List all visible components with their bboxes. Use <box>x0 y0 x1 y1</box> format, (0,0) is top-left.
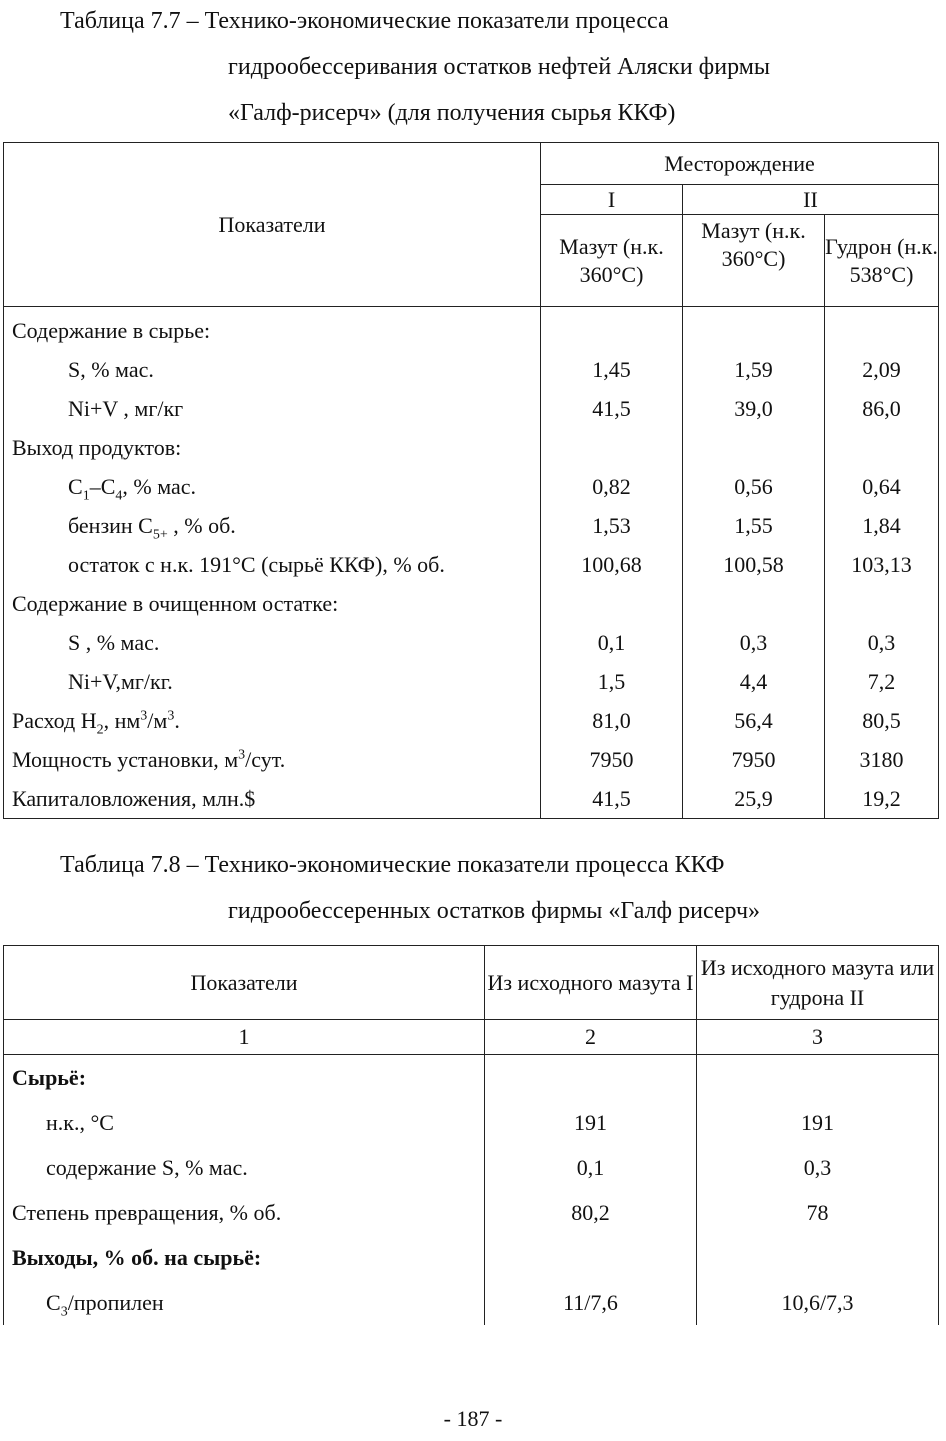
cell-value <box>683 584 825 623</box>
row-label: S, % мас. <box>4 350 541 389</box>
caption-line: Таблица 7.7 – Технико-экономические показатели процесса <box>60 8 669 34</box>
table-7-7 <box>3 142 939 819</box>
table-7-8-body <box>4 1020 939 1326</box>
header-col-3: Гудрон (н.к. 538°С) <box>825 215 939 307</box>
cell-value <box>825 584 939 623</box>
cell-value <box>825 428 939 467</box>
table-row <box>4 506 939 545</box>
table-row <box>4 701 939 740</box>
cell-value <box>541 428 683 467</box>
cell-value: 39,0 <box>683 389 825 428</box>
cell-value: 11/7,6 <box>485 1280 697 1325</box>
row-label: содержание S, % мас. <box>4 1145 485 1190</box>
table-row <box>4 1235 939 1280</box>
cell-value: 1,5 <box>541 662 683 701</box>
header-deposit: Месторождение <box>541 143 939 185</box>
row-label: Выход продуктов: <box>4 428 541 467</box>
cell-value: 1,53 <box>541 506 683 545</box>
cell-value: 0,1 <box>485 1145 697 1190</box>
row-label: S , % мас. <box>4 623 541 662</box>
column-number: 1 <box>4 1020 485 1055</box>
cell-value: 0,64 <box>825 467 939 506</box>
cell-value: 7950 <box>683 740 825 779</box>
cell-value: 103,13 <box>825 545 939 584</box>
header-indicators: Показатели <box>4 143 541 307</box>
row-label: Степень превращения, % об. <box>4 1190 485 1235</box>
cell-value: 80,2 <box>485 1190 697 1235</box>
cell-value: 2,09 <box>825 350 939 389</box>
cell-value: 1,59 <box>683 350 825 389</box>
header-col-1: Мазут (н.к. 360°С) <box>541 215 683 307</box>
cell-value: 191 <box>485 1100 697 1145</box>
table-row <box>4 389 939 428</box>
row-label: Расход $H_2$, $нм^3/м^3$. <box>4 701 541 740</box>
cell-value: 191 <box>697 1100 939 1145</box>
table-row <box>4 307 939 351</box>
table-7-7-body <box>4 307 939 819</box>
cell-value: 81,0 <box>541 701 683 740</box>
column-number: 2 <box>485 1020 697 1055</box>
cell-value: 1,55 <box>683 506 825 545</box>
table-row <box>4 428 939 467</box>
header-group-2: II <box>683 185 939 215</box>
row-label: Сырьё: <box>4 1055 485 1101</box>
cell-value <box>541 307 683 351</box>
cell-value: 56,4 <box>683 701 825 740</box>
row-label: остаток с н.к. 191°С (сырьё ККФ), % об. <box>4 545 541 584</box>
table-row <box>4 1145 939 1190</box>
caption-line: гидрообессеренных остатков фирмы «Галф рисерч» <box>228 898 761 924</box>
cell-value <box>697 1235 939 1280</box>
row-label: Мощность установки, $м^3$/сут. <box>4 740 541 779</box>
cell-value <box>541 584 683 623</box>
table-row <box>4 623 939 662</box>
cell-value <box>825 307 939 351</box>
cell-value: 7950 <box>541 740 683 779</box>
table-row <box>4 545 939 584</box>
caption-line: «Галф-рисерч» (для получения сырья ККФ) <box>228 100 676 126</box>
cell-value: 0,3 <box>697 1145 939 1190</box>
table-row <box>4 467 939 506</box>
cell-value <box>485 1235 697 1280</box>
header-col-2: Из исходного мазута или гудрона II <box>697 946 939 1020</box>
header-col-2: Мазут (н.к. 360°С) <box>683 215 825 307</box>
table-7-8 <box>3 945 939 1325</box>
column-number: 3 <box>697 1020 939 1055</box>
cell-value: 0,3 <box>825 623 939 662</box>
cell-value: 100,58 <box>683 545 825 584</box>
row-label: Ni+V,мг/кг. <box>4 662 541 701</box>
cell-value: 10,6/7,3 <box>697 1280 939 1325</box>
page-number: - 187 - <box>443 1406 503 1431</box>
row-label: Ni+V , мг/кг <box>4 389 541 428</box>
cell-value: 0,3 <box>683 623 825 662</box>
cell-value <box>485 1055 697 1101</box>
cell-value: 1,45 <box>541 350 683 389</box>
cell-value: 3180 <box>825 740 939 779</box>
column-numbers-row <box>4 1020 939 1055</box>
row-label: н.к., °С <box>4 1100 485 1145</box>
row-label: Содержание в очищенном остатке: <box>4 584 541 623</box>
cell-value: 19,2 <box>825 779 939 819</box>
table-row <box>4 350 939 389</box>
header-group-1: I <box>541 185 683 215</box>
cell-value <box>683 307 825 351</box>
table-row <box>4 1190 939 1235</box>
cell-value: 41,5 <box>541 389 683 428</box>
table-7-8-caption <box>60 842 760 934</box>
row-label: Капиталовложения, млн.$ <box>4 779 541 819</box>
cell-value: 0,82 <box>541 467 683 506</box>
cell-value <box>697 1055 939 1101</box>
cell-value: 86,0 <box>825 389 939 428</box>
header-col-1: Из исходного мазута I <box>485 946 697 1020</box>
table-row <box>4 1280 939 1325</box>
cell-value: 1,84 <box>825 506 939 545</box>
table-row <box>4 1100 939 1145</box>
cell-value: 7,2 <box>825 662 939 701</box>
cell-value: 0,1 <box>541 623 683 662</box>
row-label: бензин $C_{5+}$ , % об. <box>4 506 541 545</box>
row-label: $C_1-C_4$, % мас. <box>4 467 541 506</box>
cell-value: 25,9 <box>683 779 825 819</box>
row-label: Содержание в сырье: <box>4 307 541 351</box>
cell-value: 4,4 <box>683 662 825 701</box>
row-label: $C_3$/пропилен <box>4 1280 485 1325</box>
table-row <box>4 1055 939 1101</box>
table-row <box>4 779 939 819</box>
cell-value: 78 <box>697 1190 939 1235</box>
row-label: Выходы, % об. на сырьё: <box>4 1235 485 1280</box>
table-row <box>4 662 939 701</box>
table-7-7-caption <box>60 0 770 136</box>
caption-line: гидрообессеривания остатков нефтей Аляски фирмы <box>228 54 771 80</box>
caption-line: Таблица 7.8 – Технико-экономические показатели процесса ККФ <box>60 852 725 878</box>
table-row <box>4 740 939 779</box>
cell-value: 41,5 <box>541 779 683 819</box>
table-row <box>4 584 939 623</box>
header-indicators: Показатели <box>4 946 485 1020</box>
cell-value: 0,56 <box>683 467 825 506</box>
cell-value <box>683 428 825 467</box>
cell-value: 100,68 <box>541 545 683 584</box>
cell-value: 80,5 <box>825 701 939 740</box>
